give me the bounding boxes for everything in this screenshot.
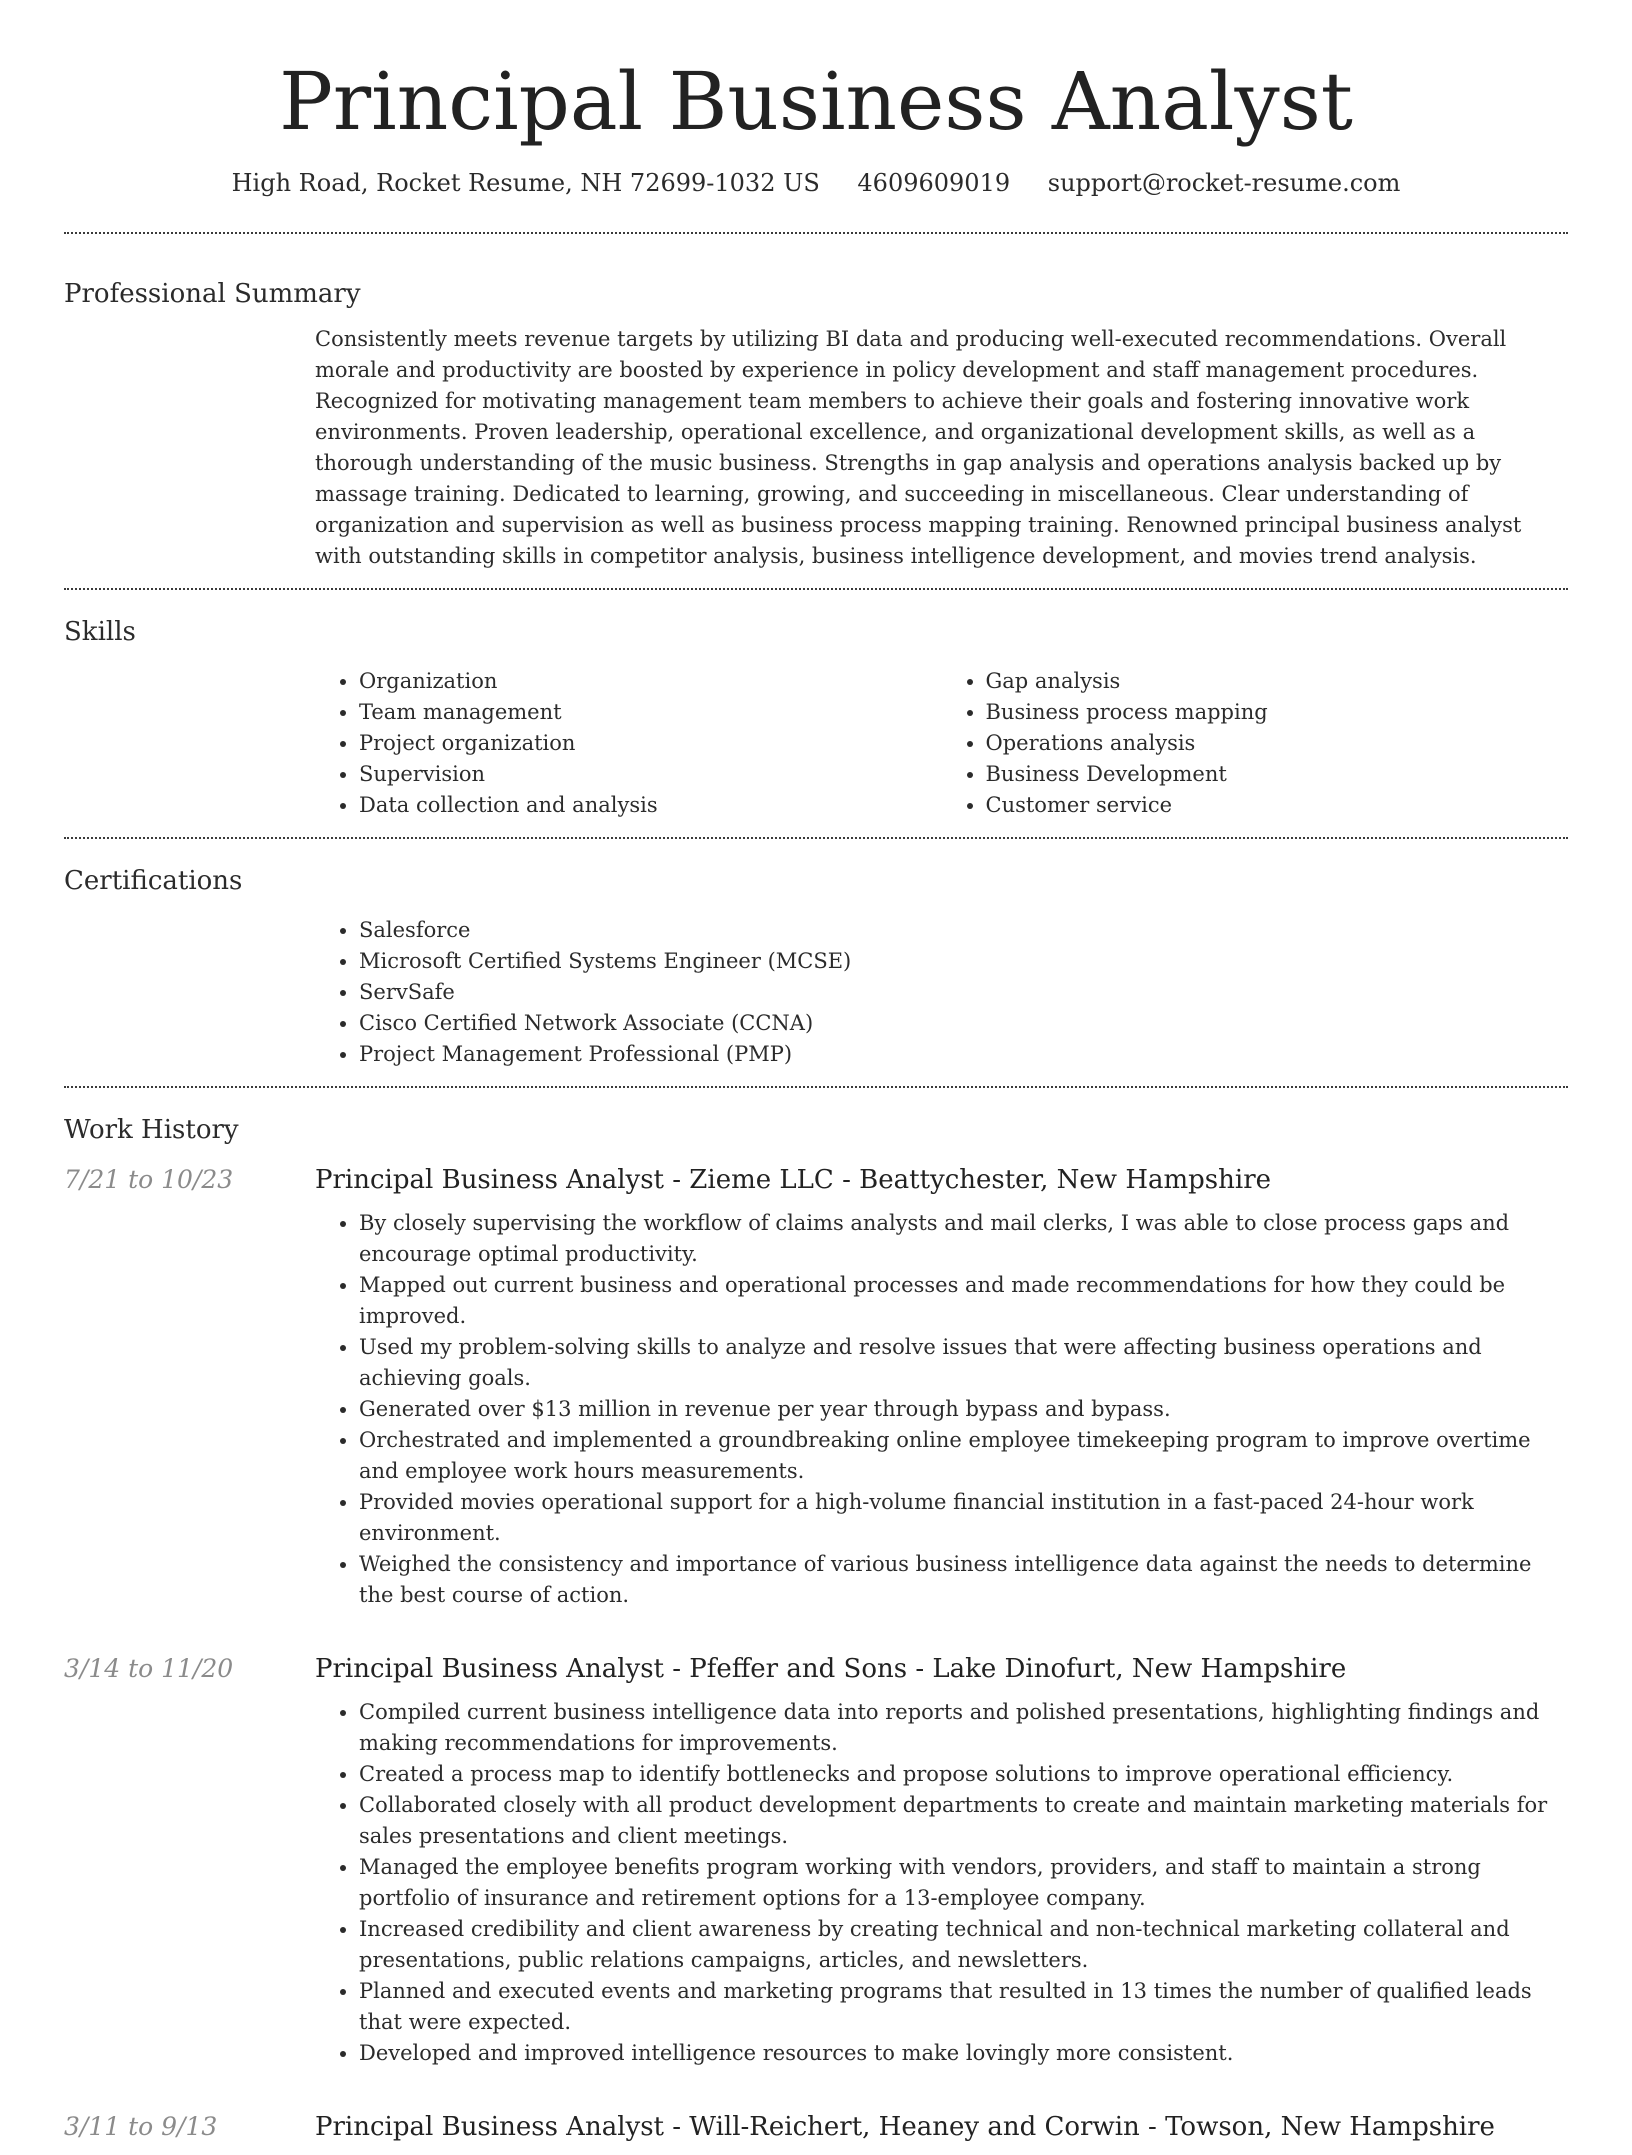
job-entry (64, 1162, 1568, 1611)
job-date: 3/11 to 9/13 (64, 2112, 218, 2141)
job-bullet: • Collaborated closely with all product development departments to create and maintain marketing materials for sales presentations and client meetings. (359, 1790, 1568, 1852)
certifications-section (64, 839, 1568, 1086)
contact-address: High Road, Rocket Resume, NH 72699-1032 US (231, 169, 820, 197)
job-bullets (315, 1208, 1568, 1611)
summary-text: Consistently meets revenue targets by utilizing BI data and producing well-executed recommendations. Overall morale and productivity are boosted by experience in policy development and staff management procedures. Recognized for motivating management team members to achieve their goals and fostering innovative work environments. Proven leadership, operational excellence, and organizational development skills, as well as a thorough understanding of the music business. Strengths in gap analysis and operations analysis backed up by massage training. Dedicated to learning, growing, and succeeding in miscellaneous. Clear understanding of organization and supervision as well as business process mapping training. Renowned principal business analyst with outstanding skills in competitor analysis, business intelligence development, and movies trend analysis. (315, 327, 1522, 568)
job-bullet: • Used my problem-solving skills to analyze and resolve issues that were affecting business operations and achieving goals. (359, 1332, 1568, 1394)
certification-item: • Salesforce (359, 915, 1568, 946)
job-bullet: • Weighed the consistency and importance of various business intelligence data against the needs to determine the best course of action. (359, 1549, 1568, 1611)
skills-section (64, 590, 1568, 837)
job-bullet: • Compiled current business intelligence data into reports and polished presentations, highlighting findings and making recommendations for improvements. (359, 1697, 1568, 1759)
contact-email: support@rocket-resume.com (1047, 169, 1401, 197)
job-title: Principal Business Analyst - Will-Reichert, Heaney and Corwin - Towson, New Hampshire (315, 2112, 1495, 2142)
job-entry (64, 1651, 1568, 2069)
skill-item: • Project organization (359, 728, 942, 759)
certification-item: • ServSafe (359, 977, 1568, 1008)
skills-list-left (315, 666, 942, 821)
skill-item: • Operations analysis (986, 728, 1569, 759)
job-bullet: • Mapped out current business and operational processes and made recommendations for how they could be improved. (359, 1270, 1568, 1332)
skills-columns (315, 650, 1568, 837)
certifications-title: Certifications (64, 866, 243, 896)
job-title: Principal Business Analyst - Zieme LLC - Beattychester, New Hampshire (315, 1165, 1272, 1195)
job-bullet: • Increased credibility and client awareness by creating technical and non-technical marketing collateral and presentations, public relations campaigns, articles, and newsletters. (359, 1914, 1568, 1976)
certification-item: • Microsoft Certified Systems Engineer (MCSE) (359, 946, 1568, 977)
skill-item: • Gap analysis (986, 666, 1569, 697)
skills-title: Skills (64, 617, 136, 647)
job-bullet: • Developed and improved intelligence resources to make lovingly more consistent. (359, 2038, 1568, 2069)
job-bullet: • Generated over $13 million in revenue per year through bypass and bypass. (359, 1394, 1568, 1425)
job-date: 3/14 to 11/20 (64, 1654, 234, 1683)
job-bullet: • Provided movies operational support for a high-volume financial institution in a fast-paced 24-hour work environment. (359, 1487, 1568, 1549)
job-date: 7/21 to 10/23 (64, 1165, 234, 1194)
work-history-section (64, 1088, 1568, 2155)
job-bullet: • Managed the employee benefits program working with vendors, providers, and staff to maintain a strong portfolio of insurance and retirement options for a 13-employee company. (359, 1852, 1568, 1914)
job-bullet: • Orchestrated and implemented a groundbreaking online employee timekeeping program to improve overtime and employee work hours measurements. (359, 1425, 1568, 1487)
skill-item: • Business Development (986, 759, 1569, 790)
certification-item: • Cisco Certified Network Associate (CCNA) (359, 1008, 1568, 1039)
skill-item: • Business process mapping (986, 697, 1569, 728)
summary-section (64, 234, 1568, 588)
skill-item: • Supervision (359, 759, 942, 790)
job-bullets (315, 1697, 1568, 2069)
job-bullet: • Planned and executed events and marketing programs that resulted in 13 times the number of qualified leads that were expected. (359, 1976, 1568, 2038)
skill-item: • Organization (359, 666, 942, 697)
skill-item: • Data collection and analysis (359, 790, 942, 821)
certification-item: • Project Management Professional (PMP) (359, 1039, 1568, 1070)
contact-line (64, 166, 1568, 200)
contact-phone: 4609609019 (857, 169, 1011, 197)
skill-item: • Team management (359, 697, 942, 728)
skills-list-right (942, 666, 1569, 821)
certifications-list (315, 899, 1568, 1086)
job-bullet: • Created a process map to identify bottlenecks and propose solutions to improve operational efficiency. (359, 1759, 1568, 1790)
job-bullet: • By closely supervising the workflow of claims analysts and mail clerks, I was able to close process gaps and encourage optimal productivity. (359, 1208, 1568, 1270)
summary-title: Professional Summary (64, 279, 361, 309)
resume-header (64, 0, 1568, 200)
work-history-title: Work History (64, 1115, 239, 1145)
job-entry (64, 2109, 1568, 2155)
job-title: Principal Business Analyst - Pfeffer and Sons - Lake Dinofurt, New Hampshire (315, 1654, 1347, 1684)
skill-item: • Customer service (986, 790, 1569, 821)
candidate-name: Principal Business Analyst (279, 55, 1353, 148)
